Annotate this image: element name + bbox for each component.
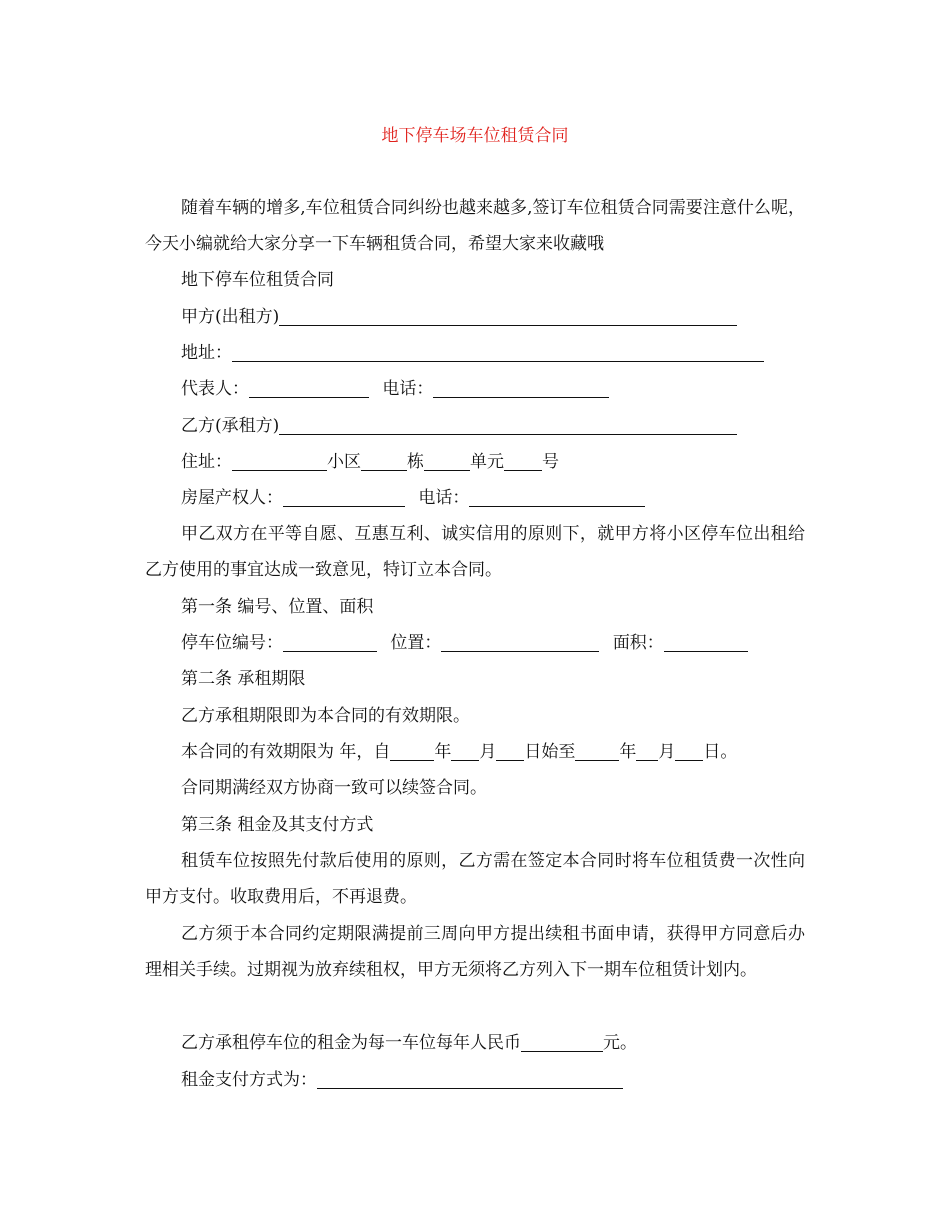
area-blank[interactable]	[664, 633, 748, 652]
preamble-paragraph: 甲乙双方在平等自愿、互惠互利、诚实信用的原则下，就甲方将小区停车位出租给乙方使用的事宜达成一致意见，特订立本合同。	[145, 524, 805, 580]
article-3-heading: 第三条 租金及其支付方式	[181, 815, 374, 835]
end-year-label: 年	[619, 742, 637, 762]
end-day-blank[interactable]	[675, 742, 703, 761]
room-number-label: 号	[542, 452, 559, 472]
owner-label: 房屋产权人：	[181, 488, 283, 508]
article-1-fields	[181, 631, 748, 655]
party-b-phone-blank[interactable]	[469, 488, 645, 507]
party-b-line	[181, 414, 737, 438]
party-a-phone-label: 电话：	[382, 379, 434, 399]
end-month-blank[interactable]	[636, 742, 658, 761]
owner-line	[181, 486, 645, 510]
party-b-phone-label: 电话：	[418, 488, 470, 508]
area-label: 面积：	[612, 633, 664, 653]
party-a-rep-line	[181, 377, 609, 401]
rent-suffix: 元。	[603, 1033, 637, 1053]
party-a-name-blank[interactable]	[279, 307, 737, 326]
start-day-blank[interactable]	[496, 742, 524, 761]
article-2-line-1: 乙方承租期限即为本合同的有效期限。	[181, 706, 470, 726]
party-a-address-label: 地址：	[181, 343, 232, 363]
end-year-blank[interactable]	[575, 742, 619, 761]
payment-method-blank[interactable]	[317, 1070, 623, 1089]
article-1-heading: 第一条 编号、位置、面积	[181, 597, 374, 617]
owner-blank[interactable]	[283, 488, 405, 507]
space-number-blank[interactable]	[283, 633, 377, 652]
party-b-name-blank[interactable]	[279, 416, 737, 435]
validity-line	[181, 740, 737, 764]
validity-prefix: 本合同的有效期限为 年，自	[181, 742, 391, 762]
payment-paragraph: 租赁车位按照先付款后使用的原则，乙方需在签定本合同时将车位租赁费一次性向甲方支付。收取费用后，不再退费。	[145, 851, 805, 907]
party-a-rep-label: 代表人：	[181, 379, 249, 399]
party-a-label: 甲方(出租方)	[181, 307, 280, 327]
start-year-label: 年	[434, 742, 452, 762]
payment-method-line	[181, 1068, 623, 1092]
party-a-rep-blank[interactable]	[249, 379, 369, 398]
start-month-label: 月	[479, 742, 497, 762]
contract-subtitle: 地下停车位租赁合同	[181, 270, 334, 290]
party-a-address-line	[181, 341, 764, 365]
rent-line	[181, 1031, 637, 1055]
document-title: 地下停车场车位租赁合同	[381, 126, 569, 146]
party-b-address-line	[181, 450, 559, 474]
renewal-line: 合同期满经双方协商一致可以续签合同。	[181, 778, 487, 798]
district-label: 小区	[327, 452, 361, 472]
party-a-address-blank[interactable]	[232, 343, 764, 362]
district-blank[interactable]	[232, 452, 327, 471]
party-b-address-label: 住址：	[181, 452, 232, 472]
building-blank[interactable]	[361, 452, 407, 471]
location-blank[interactable]	[441, 633, 599, 652]
rent-prefix: 乙方承租停车位的租金为每一车位每年人民币	[181, 1033, 521, 1053]
renewal-application-paragraph: 乙方须于本合同约定期限满提前三周向甲方提出续租书面申请，获得甲方同意后办理相关手续。过期视为放弃续租权，甲方无须将乙方列入下一期车位租赁计划内。	[145, 924, 805, 980]
party-b-label: 乙方(承租方)	[181, 416, 280, 436]
room-number-blank[interactable]	[504, 452, 542, 471]
end-day-label: 日。	[703, 742, 738, 762]
end-month-label: 月	[658, 742, 676, 762]
space-number-label: 停车位编号：	[181, 633, 283, 653]
unit-blank[interactable]	[424, 452, 470, 471]
rent-amount-blank[interactable]	[521, 1033, 603, 1052]
intro-paragraph: 随着车辆的增多,车位租赁合同纠纷也越来越多,签订车位租赁合同需要注意什么呢，今天小编就给大家分享一下车辆租赁合同，希望大家来收藏哦	[145, 198, 805, 254]
party-a-phone-blank[interactable]	[433, 379, 609, 398]
payment-method-label: 租金支付方式为：	[181, 1070, 317, 1090]
building-label: 栋	[407, 452, 424, 472]
article-2-heading: 第二条 承租期限	[181, 669, 306, 689]
party-a-line	[181, 305, 737, 329]
start-year-blank[interactable]	[390, 742, 434, 761]
start-day-label: 日始至	[524, 742, 576, 762]
location-label: 位置：	[390, 633, 442, 653]
unit-label: 单元	[470, 452, 504, 472]
start-month-blank[interactable]	[451, 742, 479, 761]
